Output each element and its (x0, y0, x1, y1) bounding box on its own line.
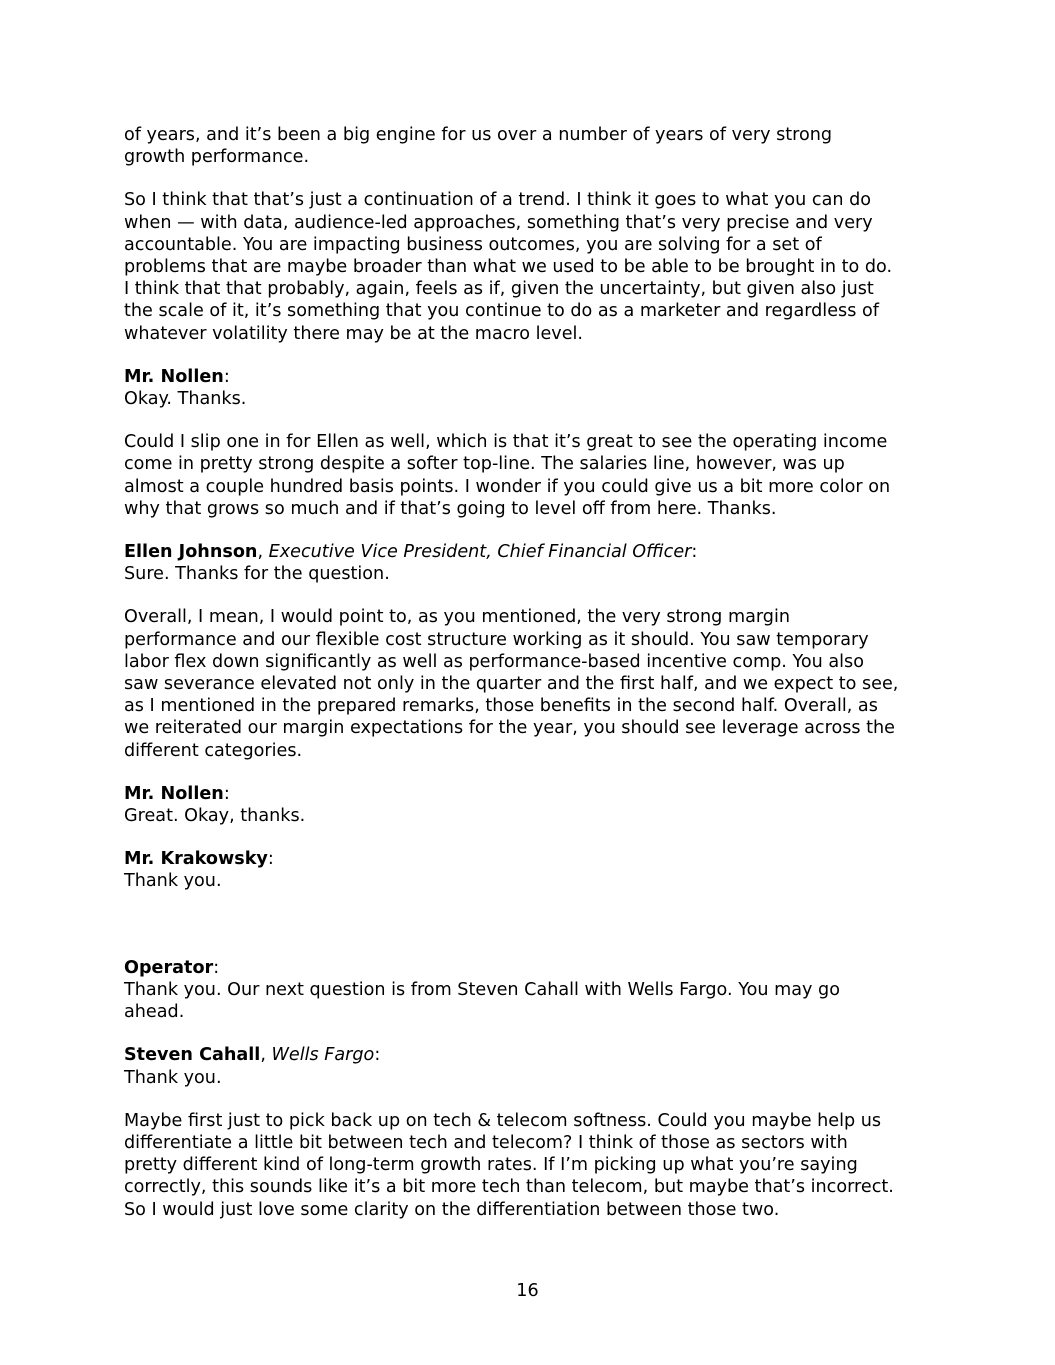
text-line: ahead. (124, 1002, 185, 1023)
speaker-name: Mr. Krakowsky (124, 849, 268, 870)
paragraph (124, 1110, 934, 1221)
text-line: Could I slip one in for Ellen as well, which is that it’s great to see the operating income (124, 432, 888, 453)
text-line: accountable. You are impacting business outcomes, you are solving for a set of (124, 234, 822, 255)
speaker-block (124, 541, 934, 585)
speaker-heading: Mr. Nollen: (124, 783, 230, 804)
text-line: labor flex down significantly as well as performance-based incentive comp. You also (124, 651, 864, 672)
speaker-heading: Ellen Johnson, Executive Vice President, Chief Financial Officer: (124, 542, 698, 563)
speaker-name: Ellen Johnson (124, 542, 258, 563)
paragraph (124, 431, 934, 520)
speaker-block (124, 1044, 934, 1088)
text-line: I think that that probably, again, feels as if, given the uncertainty, but given also just (124, 279, 874, 300)
text-line: why that grows so much and if that’s going to level off from here. Thanks. (124, 498, 777, 519)
text-line: Overall, I mean, I would point to, as you mentioned, the very strong margin (124, 607, 790, 628)
speaker-title: Wells Fargo (271, 1045, 375, 1066)
text-line: different categories. (124, 740, 303, 761)
text-line: as I mentioned in the prepared remarks, those benefits in the second half. Overall, as (124, 696, 878, 717)
text-line: saw severance elevated not only in the quarter and the first half, and we expect to see, (124, 674, 899, 695)
text-line: Okay. Thanks. (124, 389, 247, 410)
text-line: of years, and it’s been a big engine for us over a number of years of very strong (124, 125, 833, 145)
text-line: Thank you. Our next question is from Steven Cahall with Wells Fargo. You may go (124, 979, 840, 1000)
speaker-heading: Mr. Nollen: (124, 366, 230, 387)
speaker-heading: Operator: (124, 957, 220, 978)
text-line: problems that are maybe broader than what we used to be able to be brought in to do. (124, 257, 893, 278)
text-line: So I would just love some clarity on the differentiation between those two. (124, 1199, 780, 1220)
text-line: differentiate a little bit between tech and telecom? I think of those as sectors with (124, 1132, 848, 1153)
speaker-block (124, 848, 934, 892)
speaker-name: Operator (124, 957, 214, 978)
paragraph (124, 189, 934, 344)
paragraph (124, 124, 934, 168)
text-line: correctly, this sounds like it’s a bit more tech than telecom, but maybe that’s incorrect. (124, 1177, 894, 1198)
text-line: Great. Okay, thanks. (124, 806, 306, 827)
text-line: Sure. Thanks for the question. (124, 564, 390, 585)
text-line: Maybe first just to pick back up on tech & telecom softness. Could you maybe help us (124, 1110, 882, 1131)
text-line: Thank you. (124, 1067, 222, 1088)
section-gap (124, 914, 934, 957)
text-line: when — with data, audience-led approaches, something that’s very precise and very (124, 212, 873, 233)
speaker-heading: Steven Cahall, Wells Fargo: (124, 1045, 381, 1066)
text-line: performance and our flexible cost structure working as it should. You saw temporary (124, 629, 869, 650)
page-number: 16 (516, 1281, 539, 1301)
text-line: growth performance. (124, 147, 310, 168)
text-line: almost a couple hundred basis points. I wonder if you could give us a bit more color on (124, 476, 891, 497)
text-line: come in pretty strong despite a softer top-line. The salaries line, however, was up (124, 454, 845, 475)
speaker-name: Mr. Nollen (124, 366, 224, 387)
speaker-name: Steven Cahall (124, 1045, 261, 1066)
text-line: whatever volatility there may be at the macro level. (124, 323, 584, 344)
speaker-block (124, 366, 934, 410)
text-line: Thank you. (124, 871, 222, 892)
speaker-block (124, 783, 934, 827)
text-line: the scale of it, it’s something that you continue to do as a marketer and regardless of (124, 301, 879, 322)
speaker-name: Mr. Nollen (124, 783, 224, 804)
speaker-heading: Mr. Krakowsky: (124, 849, 274, 870)
speaker-title: Executive Vice President, Chief Financial Officer (268, 542, 692, 563)
text-line: pretty different kind of long-term growth rates. If I’m picking up what you’re saying (124, 1155, 858, 1176)
speaker-block (124, 957, 934, 1024)
text-line: So I think that that’s just a continuation of a trend. I think it goes to what you can do (124, 190, 872, 211)
transcript-page (124, 124, 934, 1242)
text-line: we reiterated our margin expectations for the year, you should see leverage across the (124, 718, 896, 739)
paragraph (124, 606, 934, 761)
